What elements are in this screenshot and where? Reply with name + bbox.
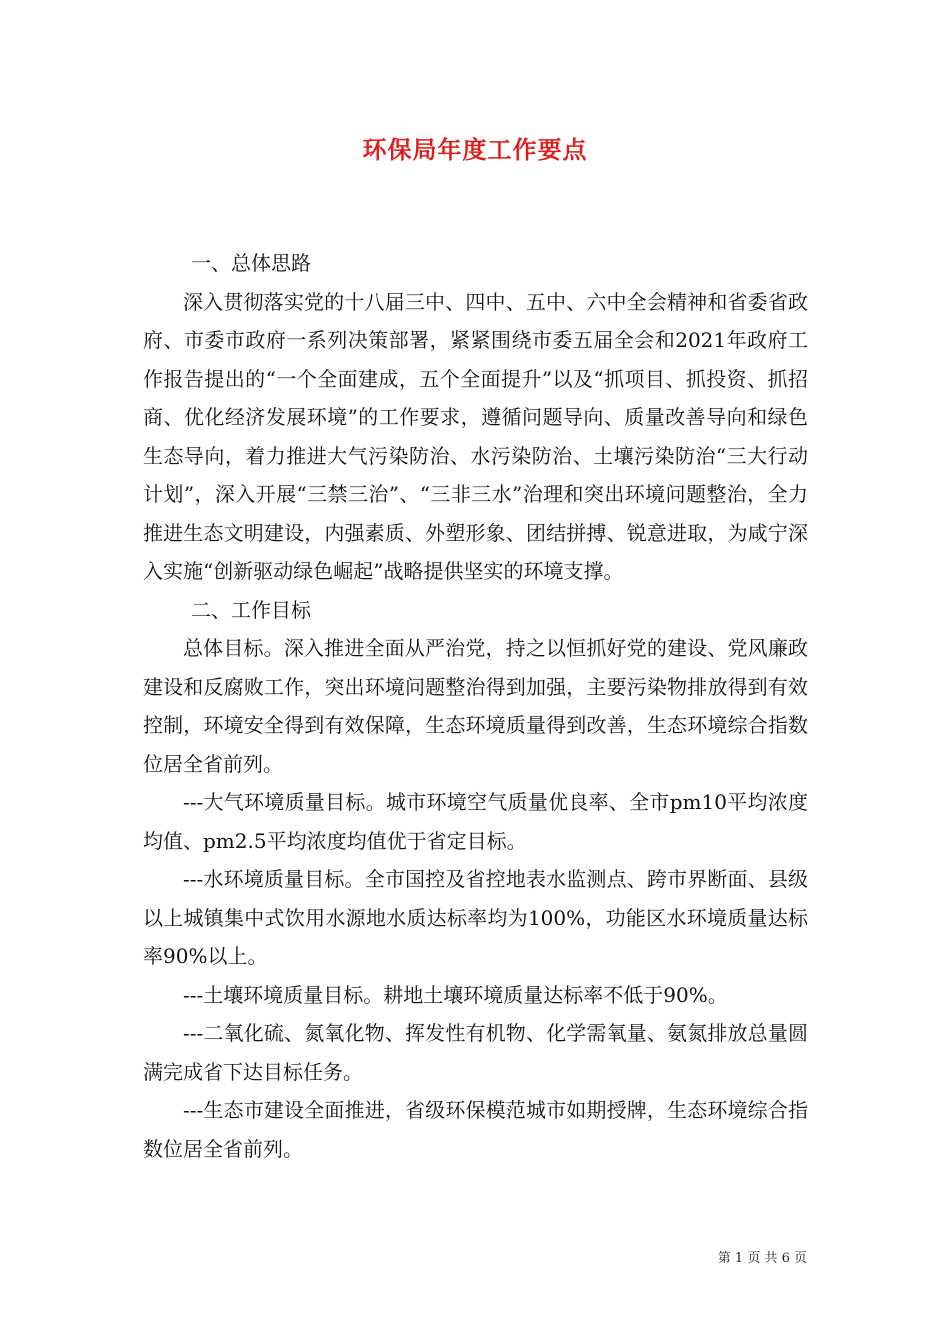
paragraph-emissions-goal: ---二氧化硫、氮氧化物、挥发性有机物、化学需氧量、氨氮排放总量圆满完成省下达目标任务。 (143, 1021, 808, 1084)
document-body (143, 244, 808, 1168)
paragraph-eco-city-goal: ---生态市建设全面推进，省级环保模范城市如期授牌，生态环境综合指数位居全省前列。 (143, 1098, 808, 1161)
paragraph-overall-goal: 总体目标。深入推进全面从严治党，持之以恒抓好党的建设、党风廉政建设和反腐败工作，突出环境问题整治得到加强，主要污染物排放得到有效控制，环境安全得到有效保障，生态环境质量得到改善，生态环境综合指数位居全省前列。 (143, 636, 808, 776)
paragraph-air-quality-goal: ---大气环境质量目标。城市环境空气质量优良率、全市pm10平均浓度均值、pm2.5平均浓度均值优于省定目标。 (143, 790, 808, 853)
section-heading-overall-approach: 一、总体思路 (191, 251, 311, 275)
paragraph-overall-approach: 深入贯彻落实党的十八届三中、四中、五中、六中全会精神和省委省政府、市委市政府一系列决策部署，紧紧围绕市委五届全会和2021年政府工作报告提出的“一个全面建成，五个全面提升”以及“抓项目、抓投资、抓招商、优化经济发展环境”的工作要求，遵循问题导向、质量改善导向和绿色生态导向，着力推进大气污染防治、水污染防治、土壤污染防治“三大行动计划”，深入开展“三禁三治”、“三非三水”治理和突出环境问题整治，全力推进生态文明建设，内强素质、外塑形象、团结拼搏、锐意进取，为咸宁深入实施“创新驱动绿色崛起”战略提供坚实的环境支撑。 (143, 289, 808, 583)
paragraph-water-quality-goal: ---水环境质量目标。全市国控及省控地表水监测点、跨市界断面、县级以上城镇集中式饮用水源地水质达标率均为100%，功能区水环境质量达标率90%以上。 (143, 867, 808, 968)
page-number: 第 1 页 共 6 页 (717, 1251, 807, 1266)
paragraph-soil-quality-goal: ---土壤环境质量目标。耕地土壤环境质量达标率不低于90%。 (183, 982, 728, 1007)
section-heading-work-goals: 二、工作目标 (191, 597, 311, 622)
document-title: 环保局年度工作要点 (362, 135, 588, 164)
